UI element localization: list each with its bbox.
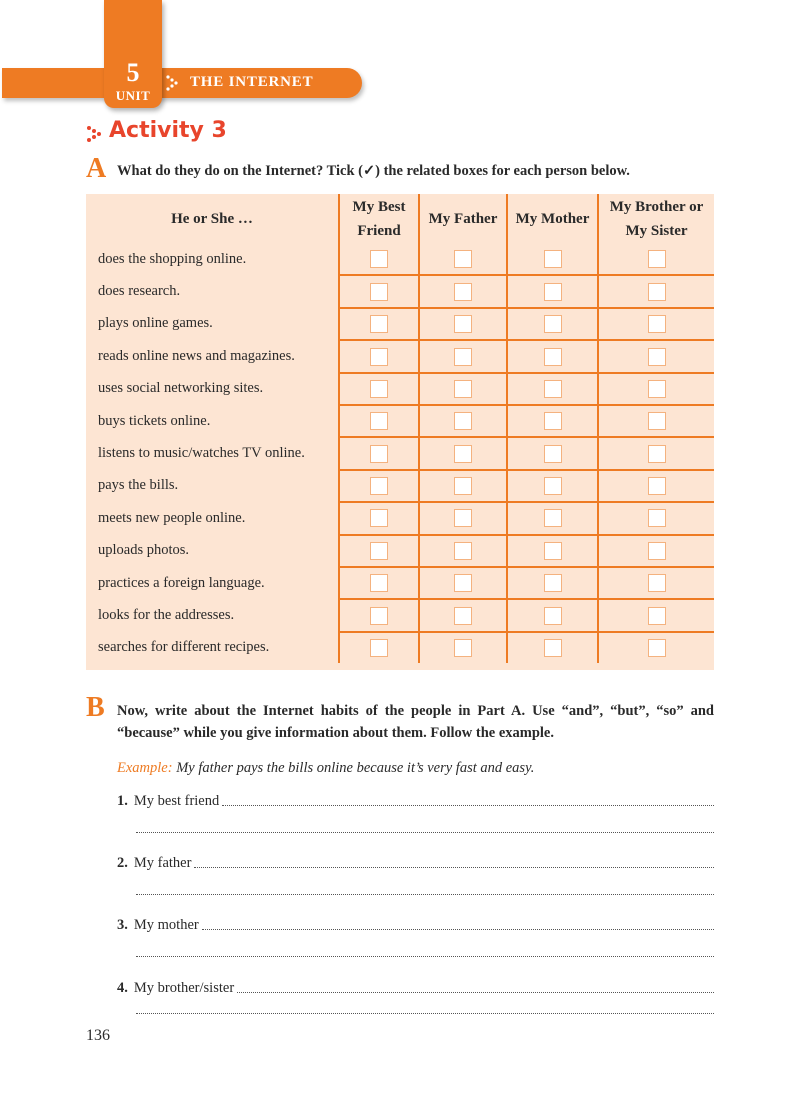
tick-checkbox[interactable] — [544, 607, 562, 625]
habits-table — [86, 194, 714, 663]
tick-cell — [507, 599, 598, 631]
table-row — [86, 373, 714, 405]
answer-line[interactable] — [202, 928, 714, 930]
statement-cell: pays the bills. — [98, 477, 179, 494]
col-header-father: My Father — [419, 194, 507, 244]
tick-cell — [507, 244, 598, 275]
answer-prompt-2[interactable] — [117, 852, 714, 872]
answer-line[interactable] — [194, 866, 714, 868]
tick-cell — [419, 437, 507, 469]
col-header-line: My Best — [352, 199, 406, 215]
tick-cell — [339, 502, 419, 534]
table-row — [86, 502, 714, 534]
answer-prompt-4[interactable] — [117, 977, 714, 997]
col-header-brother-sister — [598, 194, 714, 244]
tick-checkbox[interactable] — [370, 412, 388, 430]
tick-cell — [339, 275, 419, 307]
tick-checkbox[interactable] — [544, 574, 562, 592]
tick-cell — [598, 437, 714, 469]
question-number: 1. — [117, 793, 128, 809]
tick-cell — [598, 244, 714, 275]
section-a-letter: A — [86, 153, 107, 184]
statement-cell: buys tickets online. — [98, 412, 211, 429]
statement-cell: searches for different recipes. — [98, 638, 270, 655]
tick-checkbox[interactable] — [544, 283, 562, 301]
col-header-line: My Brother or — [609, 199, 704, 215]
tick-checkbox[interactable] — [370, 445, 388, 463]
tick-checkbox[interactable] — [370, 607, 388, 625]
tick-checkbox[interactable] — [544, 477, 562, 495]
example-text: My father pays the bills online because it’s very fast and easy. — [176, 760, 535, 776]
tick-cell — [419, 244, 507, 275]
table-row — [86, 275, 714, 307]
tick-checkbox[interactable] — [544, 348, 562, 366]
tick-checkbox[interactable] — [544, 542, 562, 560]
answer-prompt-3[interactable] — [117, 914, 714, 934]
statement-cell: looks for the addresses. — [98, 606, 235, 623]
tick-cell — [419, 405, 507, 437]
tick-checkbox[interactable] — [454, 380, 472, 398]
tick-checkbox[interactable] — [544, 445, 562, 463]
statement-cell: reads online news and magazines. — [98, 347, 295, 364]
tick-cell — [507, 437, 598, 469]
tick-checkbox[interactable] — [454, 477, 472, 495]
tick-checkbox[interactable] — [648, 445, 666, 463]
tick-cell — [339, 244, 419, 275]
tick-cell — [598, 308, 714, 340]
table-row — [86, 470, 714, 502]
double-chevron-icon — [166, 75, 180, 91]
tick-cell — [339, 340, 419, 372]
table-row — [86, 535, 714, 567]
statement-cell: uploads photos. — [98, 542, 190, 559]
tick-cell — [598, 275, 714, 307]
question-text: My mother — [133, 917, 199, 933]
table-header-row — [86, 194, 714, 244]
tick-cell — [507, 405, 598, 437]
tick-checkbox[interactable] — [454, 639, 472, 657]
tick-checkbox[interactable] — [648, 412, 666, 430]
statement-cell: meets new people online. — [98, 509, 246, 526]
tick-cell — [507, 308, 598, 340]
table-row — [86, 599, 714, 631]
tick-cell — [507, 373, 598, 405]
tick-checkbox[interactable] — [454, 574, 472, 592]
tick-cell — [598, 340, 714, 372]
tick-cell — [419, 470, 507, 502]
statement-cell: does research. — [98, 283, 181, 300]
tick-cell — [339, 470, 419, 502]
tick-cell — [339, 535, 419, 567]
tick-checkbox[interactable] — [648, 250, 666, 268]
tick-checkbox[interactable] — [454, 283, 472, 301]
tick-cell — [339, 308, 419, 340]
unit-number: 5 — [126, 58, 140, 87]
statement-cell: plays online games. — [98, 315, 213, 332]
table-row — [86, 567, 714, 599]
tick-cell — [339, 405, 419, 437]
tick-cell — [419, 373, 507, 405]
tick-cell — [507, 275, 598, 307]
section-b-letter: B — [86, 692, 105, 723]
tick-cell — [507, 340, 598, 372]
part-b-instruction-line1: Now, write about the Internet habits of the people in Part A. Use “and”, “but”, “so” and — [117, 703, 714, 719]
table-row — [86, 405, 714, 437]
tick-checkbox[interactable] — [370, 477, 388, 495]
col-header-line: My Sister — [625, 223, 688, 239]
tick-checkbox[interactable] — [370, 348, 388, 366]
tick-cell — [507, 470, 598, 502]
statement-cell: practices a foreign language. — [98, 574, 265, 591]
tick-cell — [419, 275, 507, 307]
tick-checkbox[interactable] — [454, 509, 472, 527]
tick-checkbox[interactable] — [648, 477, 666, 495]
col-header-line: Friend — [357, 223, 401, 239]
tick-checkbox[interactable] — [648, 574, 666, 592]
tick-cell — [419, 502, 507, 534]
tick-cell — [598, 567, 714, 599]
activity-arrow-icon — [86, 125, 104, 143]
answer-line[interactable] — [222, 804, 714, 806]
tick-cell — [598, 632, 714, 663]
tick-checkbox[interactable] — [544, 380, 562, 398]
answer-line[interactable] — [136, 831, 714, 833]
tick-checkbox[interactable] — [648, 607, 666, 625]
tick-checkbox[interactable] — [454, 607, 472, 625]
tick-checkbox[interactable] — [648, 639, 666, 657]
tick-cell — [598, 470, 714, 502]
tick-checkbox[interactable] — [370, 315, 388, 333]
tick-table — [86, 194, 714, 670]
table-row — [86, 632, 714, 663]
tick-checkbox[interactable] — [370, 574, 388, 592]
table-row — [86, 340, 714, 372]
tick-cell — [339, 599, 419, 631]
tick-cell — [507, 502, 598, 534]
statement-cell: uses social networking sites. — [98, 380, 264, 397]
statement-cell: does the shopping online. — [98, 251, 247, 268]
answer-line[interactable] — [136, 893, 714, 895]
answer-line[interactable] — [136, 1012, 714, 1014]
tick-cell — [339, 373, 419, 405]
table-row — [86, 244, 714, 275]
tick-checkbox[interactable] — [370, 250, 388, 268]
unit-title: THE INTERNET — [190, 74, 314, 90]
answer-line[interactable] — [237, 991, 714, 993]
tick-checkbox[interactable] — [370, 283, 388, 301]
tick-cell — [419, 599, 507, 631]
part-a-instruction: What do they do on the Internet? Tick (✓) the related boxes for each person below. — [117, 163, 630, 179]
question-text: My father — [133, 855, 192, 871]
tick-checkbox[interactable] — [454, 250, 472, 268]
col-header-best-friend — [339, 194, 419, 244]
tick-checkbox[interactable] — [454, 542, 472, 560]
answer-prompt-1[interactable] — [117, 790, 714, 810]
unit-label: UNIT — [115, 88, 151, 103]
tick-checkbox[interactable] — [454, 315, 472, 333]
tick-cell — [419, 340, 507, 372]
tick-checkbox[interactable] — [544, 509, 562, 527]
tick-cell — [598, 373, 714, 405]
example-label: Example: — [117, 760, 173, 776]
tick-checkbox[interactable] — [648, 315, 666, 333]
tick-checkbox[interactable] — [370, 509, 388, 527]
page-number: 136 — [86, 1027, 110, 1044]
tick-cell — [339, 437, 419, 469]
col-header-mother: My Mother — [507, 194, 598, 244]
tick-checkbox[interactable] — [370, 639, 388, 657]
tick-checkbox[interactable] — [370, 380, 388, 398]
table-row — [86, 308, 714, 340]
tick-checkbox[interactable] — [544, 412, 562, 430]
part-b-instruction-line2: “because” while you give information about them. Follow the example. — [117, 725, 554, 741]
tick-checkbox[interactable] — [648, 283, 666, 301]
tick-cell — [419, 308, 507, 340]
tick-cell — [507, 535, 598, 567]
tick-checkbox[interactable] — [454, 412, 472, 430]
tick-checkbox[interactable] — [648, 509, 666, 527]
question-text: My best friend — [133, 793, 220, 809]
tick-cell — [419, 535, 507, 567]
statement-cell: listens to music/watches TV online. — [98, 445, 305, 462]
tick-checkbox[interactable] — [648, 542, 666, 560]
tick-cell — [598, 502, 714, 534]
tick-checkbox[interactable] — [370, 542, 388, 560]
tick-checkbox[interactable] — [544, 315, 562, 333]
question-number: 3. — [117, 917, 128, 933]
tick-cell — [419, 632, 507, 663]
tick-checkbox[interactable] — [648, 348, 666, 366]
tick-checkbox[interactable] — [454, 348, 472, 366]
table-row — [86, 437, 714, 469]
tick-cell — [507, 567, 598, 599]
tick-cell — [507, 632, 598, 663]
tick-cell — [598, 599, 714, 631]
question-number: 4. — [117, 980, 128, 996]
tick-cell — [598, 405, 714, 437]
tick-checkbox[interactable] — [544, 250, 562, 268]
tick-checkbox[interactable] — [648, 380, 666, 398]
question-text: My brother/sister — [133, 980, 235, 996]
unit-tab — [104, 0, 162, 108]
activity-title: Activity 3 — [109, 118, 227, 143]
answer-line[interactable] — [136, 955, 714, 957]
col-header-person: He or She … — [171, 211, 253, 227]
example-sentence — [117, 760, 534, 777]
question-number: 2. — [117, 855, 128, 871]
tick-cell — [419, 567, 507, 599]
tick-cell — [339, 567, 419, 599]
tick-checkbox[interactable] — [544, 639, 562, 657]
tick-checkbox[interactable] — [454, 445, 472, 463]
tick-cell — [598, 535, 714, 567]
tick-cell — [339, 632, 419, 663]
